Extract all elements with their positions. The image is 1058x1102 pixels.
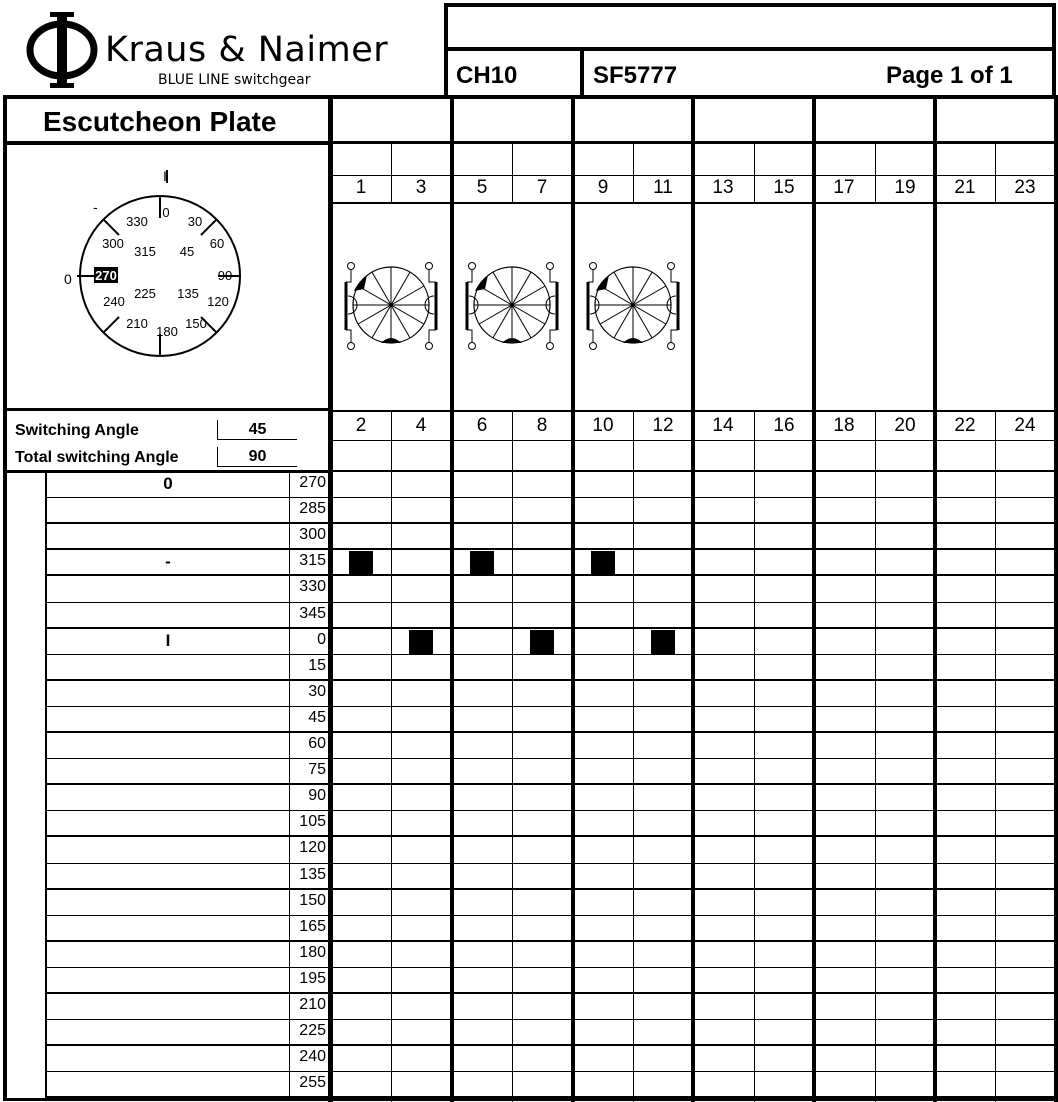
row-divider bbox=[45, 679, 1056, 681]
group-divider bbox=[933, 95, 937, 1102]
table-bottom bbox=[3, 1098, 1056, 1101]
series-code: CH10 bbox=[456, 62, 518, 89]
dial-angle-label: 210 bbox=[126, 316, 148, 331]
row-divider bbox=[45, 654, 1056, 655]
row-angle: 165 bbox=[299, 918, 326, 935]
row-angle: 180 bbox=[299, 944, 326, 961]
row-position-label: 0 bbox=[163, 474, 173, 493]
grid-line bbox=[580, 47, 584, 97]
row-divider bbox=[45, 1071, 1056, 1072]
dial-angle-label: 135 bbox=[177, 286, 199, 301]
terminal-lead bbox=[588, 330, 593, 342]
contact-number-top: 23 bbox=[1014, 177, 1036, 198]
column-divider bbox=[633, 410, 634, 1102]
row-angle: 210 bbox=[299, 996, 326, 1013]
contact-number-top: 5 bbox=[476, 177, 488, 198]
contact-number-top: 17 bbox=[833, 177, 855, 198]
group-divider bbox=[691, 95, 695, 1102]
dial-pos-one: I bbox=[163, 168, 167, 184]
terminal-lead bbox=[588, 270, 593, 282]
row-angle: 225 bbox=[299, 1022, 326, 1039]
grid-line bbox=[444, 3, 1056, 7]
contact-number-bottom: 18 bbox=[833, 415, 855, 436]
terminal-icon bbox=[348, 263, 355, 270]
contact-closed-mark bbox=[591, 551, 615, 575]
grid-line bbox=[331, 440, 1056, 441]
row-divider bbox=[45, 967, 1056, 968]
row-angle: 345 bbox=[299, 605, 326, 622]
contact-closed-mark bbox=[651, 630, 675, 654]
dial-angle-label: 60 bbox=[209, 236, 225, 251]
dial-angle-label: 90 bbox=[217, 268, 233, 283]
rotor-cam-bottom bbox=[381, 338, 401, 343]
row-angle: 300 bbox=[299, 526, 326, 543]
row-divider bbox=[45, 810, 1056, 811]
contact-number-top: 15 bbox=[773, 177, 795, 198]
terminal-lead bbox=[346, 270, 351, 282]
contact-closed-mark bbox=[409, 630, 433, 654]
grid-line bbox=[331, 202, 1056, 204]
terminal-icon bbox=[590, 343, 597, 350]
terminal-icon bbox=[469, 263, 476, 270]
contact-number-bottom: 6 bbox=[476, 415, 488, 436]
contact-number-bottom: 20 bbox=[894, 415, 916, 436]
switching-angle-value: 45 bbox=[217, 420, 297, 440]
page-indicator: Page 1 of 1 bbox=[886, 62, 1013, 89]
grid-line bbox=[3, 95, 1056, 99]
row-divider bbox=[45, 992, 1056, 994]
row-divider bbox=[45, 888, 1056, 890]
group-divider bbox=[450, 95, 454, 1102]
row-divider bbox=[45, 706, 1056, 707]
row-angle: 150 bbox=[299, 892, 326, 909]
row-divider bbox=[45, 863, 1056, 864]
column-divider bbox=[754, 410, 755, 1102]
section-title: Escutcheon Plate bbox=[43, 106, 277, 137]
row-divider bbox=[45, 940, 1056, 942]
contact-number-bottom: 14 bbox=[712, 415, 734, 436]
total-switching-angle-value: 90 bbox=[217, 447, 297, 467]
dial-angle-label: 300 bbox=[102, 236, 124, 251]
row-angle: 15 bbox=[308, 657, 326, 674]
row-angle: 270 bbox=[299, 474, 326, 491]
group-divider bbox=[812, 95, 816, 1102]
contact-closed-mark bbox=[470, 551, 494, 575]
row-angle: 90 bbox=[308, 787, 326, 804]
contact-number-bottom: 16 bbox=[773, 415, 795, 436]
row-divider bbox=[45, 602, 1056, 603]
grid-line bbox=[3, 408, 331, 411]
terminal-lead bbox=[429, 330, 436, 342]
terminal-lead bbox=[429, 270, 436, 282]
row-divider bbox=[45, 548, 1056, 550]
row-angle: 0 bbox=[317, 631, 326, 648]
grid-line bbox=[331, 470, 1056, 472]
terminal-icon bbox=[547, 343, 554, 350]
dial-angle-label: 0 bbox=[162, 205, 170, 220]
row-angle: 315 bbox=[299, 552, 326, 569]
contact-number-bottom: 24 bbox=[1014, 415, 1036, 436]
row-divider bbox=[45, 1019, 1056, 1020]
grid-line bbox=[331, 410, 1056, 412]
terminal-lead bbox=[550, 330, 557, 342]
rotor-cam-top bbox=[596, 275, 609, 291]
row-angle: 45 bbox=[308, 709, 326, 726]
terminal-lead bbox=[550, 270, 557, 282]
row-divider bbox=[45, 574, 1056, 576]
dial-angle-label: 225 bbox=[134, 286, 156, 301]
contact-number-top: 1 bbox=[355, 177, 367, 198]
row-angle: 105 bbox=[299, 813, 326, 830]
terminal-icon bbox=[547, 263, 554, 270]
contact-closed-mark bbox=[349, 551, 373, 575]
contact-number-top: 13 bbox=[712, 177, 734, 198]
row-divider bbox=[45, 522, 1056, 524]
row-angle: 75 bbox=[308, 761, 326, 778]
group-divider bbox=[571, 95, 575, 1102]
contact-number-bottom: 2 bbox=[355, 415, 367, 436]
dial-pos-off: 0 bbox=[64, 271, 72, 287]
row-divider bbox=[45, 783, 1056, 785]
contact-number-top: 3 bbox=[415, 177, 427, 198]
grid-line bbox=[3, 141, 331, 145]
column-divider bbox=[875, 410, 876, 1102]
rotor-cam-bottom bbox=[502, 338, 522, 343]
contact-closed-mark bbox=[530, 630, 554, 654]
terminal-lead bbox=[671, 270, 678, 282]
switching-angle-label: Switching Angle bbox=[15, 422, 139, 439]
contact-number-top: 11 bbox=[653, 177, 673, 198]
contact-number-bottom: 22 bbox=[954, 415, 976, 436]
dial-angle-label: 315 bbox=[134, 244, 156, 259]
terminal-lead bbox=[346, 330, 351, 342]
row-angle: 135 bbox=[299, 866, 326, 883]
grid-line bbox=[3, 470, 331, 473]
group-divider bbox=[329, 95, 333, 1102]
row-angle: 240 bbox=[299, 1048, 326, 1065]
group-divider bbox=[1054, 95, 1058, 1102]
brand-subtitle: BLUE LINE switchgear bbox=[158, 72, 311, 88]
contact-number-top: 19 bbox=[894, 177, 916, 198]
contact-number-bottom: 4 bbox=[415, 415, 427, 436]
terminal-lead bbox=[671, 330, 678, 342]
total-switching-angle-label: Total switching Angle bbox=[15, 449, 179, 466]
row-angle: 60 bbox=[308, 735, 326, 752]
row-divider bbox=[45, 758, 1056, 759]
terminal-icon bbox=[426, 343, 433, 350]
contact-schematic bbox=[0, 0, 1058, 410]
terminal-icon bbox=[469, 343, 476, 350]
row-divider bbox=[45, 835, 1056, 837]
brand-name: Kraus & Naimer bbox=[105, 30, 389, 70]
contact-number-bottom: 12 bbox=[652, 415, 674, 436]
rotor-cam-top bbox=[354, 275, 367, 291]
dial-angle-label: 330 bbox=[126, 214, 148, 229]
part-number: SF5777 bbox=[593, 62, 678, 89]
dial-angle-label: 270 bbox=[95, 268, 117, 283]
column-divider bbox=[995, 410, 996, 1102]
row-position-label: - bbox=[165, 552, 171, 571]
row-divider bbox=[45, 731, 1056, 733]
dial-angle-label: 45 bbox=[179, 244, 195, 259]
dial-angle-label: 240 bbox=[103, 294, 125, 309]
terminal-icon bbox=[426, 263, 433, 270]
column-divider bbox=[512, 410, 513, 1102]
dial-angle-label: 120 bbox=[207, 294, 229, 309]
row-angle: 285 bbox=[299, 500, 326, 517]
grid-line bbox=[331, 175, 1056, 176]
terminal-lead bbox=[467, 270, 472, 282]
contact-number-top: 21 bbox=[954, 177, 976, 198]
terminal-icon bbox=[348, 343, 355, 350]
row-angle: 195 bbox=[299, 970, 326, 987]
contact-number-bottom: 8 bbox=[536, 415, 548, 436]
grid-line bbox=[3, 95, 7, 1100]
row-angle: 30 bbox=[308, 683, 326, 700]
dial-angle-label: 150 bbox=[185, 316, 207, 331]
dial-angle-label: 30 bbox=[187, 214, 203, 229]
contact-number-bottom: 10 bbox=[592, 415, 614, 436]
terminal-icon bbox=[668, 343, 675, 350]
row-divider bbox=[45, 627, 1056, 629]
column-divider bbox=[391, 410, 392, 1102]
row-angle: 330 bbox=[299, 578, 326, 595]
contact-number-top: 9 bbox=[597, 177, 609, 198]
contact-number-top: 7 bbox=[536, 177, 548, 198]
dial-pos-minus: - bbox=[93, 199, 98, 215]
row-divider bbox=[45, 1044, 1056, 1046]
row-position-label: I bbox=[165, 631, 171, 650]
terminal-icon bbox=[590, 263, 597, 270]
row-angle: 120 bbox=[299, 839, 326, 856]
dial-angle-label: 180 bbox=[156, 324, 178, 339]
rotor-cam-bottom bbox=[623, 338, 643, 343]
terminal-icon bbox=[668, 263, 675, 270]
row-divider bbox=[45, 497, 1056, 498]
row-divider bbox=[45, 915, 1056, 916]
terminal-lead bbox=[467, 330, 472, 342]
rotor-cam-top bbox=[475, 275, 488, 291]
grid-line bbox=[444, 47, 1056, 51]
row-angle: 255 bbox=[299, 1074, 326, 1091]
grid-line bbox=[331, 141, 1056, 144]
